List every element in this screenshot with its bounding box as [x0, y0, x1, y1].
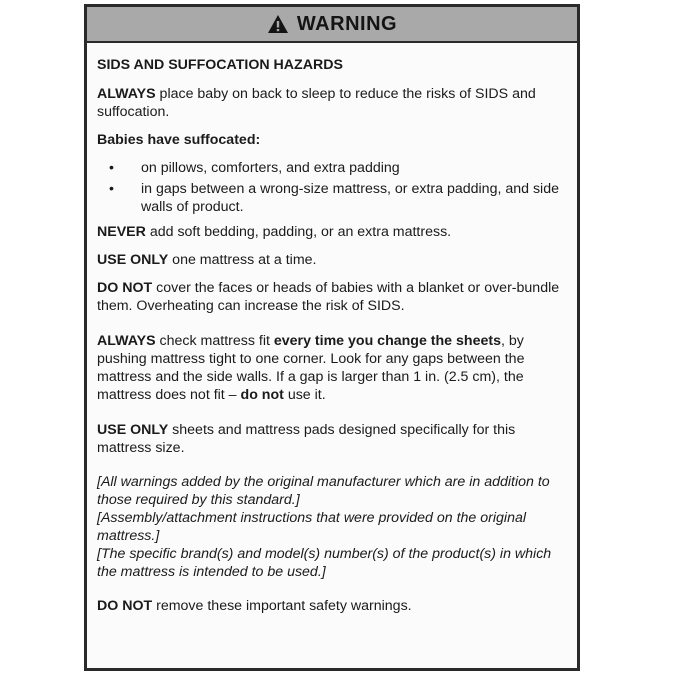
babies-heading: [97, 131, 567, 149]
bullet: •: [109, 181, 114, 197]
paragraph-text: cover the faces or heads of babies with a blanket or over-bundle them. Overheating can increase the risk of SIDS.: [97, 280, 560, 314]
paragraph-use-only-one: [97, 251, 567, 269]
note-item: [Assembly/attachment instructions that were provided on the original mattress.]: [97, 510, 526, 544]
emphasis: USE ONLY: [97, 422, 169, 438]
paragraph-never: [97, 223, 567, 241]
paragraph-text: check mattress fit: [155, 333, 274, 349]
paragraph-text: place baby on back to sleep to reduce the risks of SIDS and suffocation.: [97, 86, 536, 120]
paragraph-text: one mattress at a time.: [168, 252, 317, 268]
emphasis: DO NOT: [97, 598, 153, 614]
list-item-text: on pillows, comforters, and extra padding: [141, 160, 400, 176]
emphasis: DO NOT: [97, 280, 153, 296]
emphasis: NEVER: [97, 224, 146, 240]
warning-title: WARNING: [296, 12, 398, 35]
heading-text: Babies have suffocated:: [97, 132, 261, 148]
list-item: [109, 159, 567, 177]
emphasis: do not: [240, 387, 284, 403]
paragraph-do-not-cover: [97, 279, 567, 315]
warning-header: [87, 7, 577, 43]
note-item: [All warnings added by the original manufacturer which are in addition to those required by this standard.]: [97, 474, 550, 508]
warning-label: [84, 4, 580, 671]
emphasis: every time you change the sheets: [273, 333, 501, 349]
paragraph-do-not-remove: [97, 597, 567, 615]
bracketed-notes: [97, 473, 567, 581]
paragraph-text: sheets and mattress pads designed specifically for this mattress size.: [97, 422, 516, 456]
hazard-list: [97, 159, 567, 216]
paragraph-always-back: [97, 85, 567, 121]
warning-content: [87, 43, 577, 615]
paragraph-mattress-fit: [97, 332, 567, 404]
emphasis: ALWAYS: [97, 86, 156, 102]
section-title: SIDS AND SUFFOCATION HAZARDS: [97, 57, 343, 73]
note-item: [The specific brand(s) and model(s) number(s) of the product(s) in which the mattress is intended to be used.]: [97, 546, 552, 580]
paragraph-text: , by pushing mattress tight to one corner. Look for any gaps between the mattress and the side walls. If a gap is larger than 1 in. (2.5 cm), the mattress does not fit –: [97, 333, 525, 403]
paragraph-text: remove these important safety warnings.: [152, 598, 412, 614]
emphasis: ALWAYS: [97, 333, 156, 349]
emphasis: USE ONLY: [97, 252, 169, 268]
paragraph-text: add soft bedding, padding, or an extra mattress.: [145, 224, 452, 240]
warning-triangle-icon: [267, 14, 289, 34]
bullet: •: [109, 160, 114, 176]
list-item: [109, 180, 567, 216]
list-item-text: in gaps between a wrong-size mattress, or extra padding, and side walls of product.: [141, 181, 559, 215]
paragraph-sheets: [97, 421, 567, 457]
paragraph-text: use it.: [283, 387, 326, 403]
